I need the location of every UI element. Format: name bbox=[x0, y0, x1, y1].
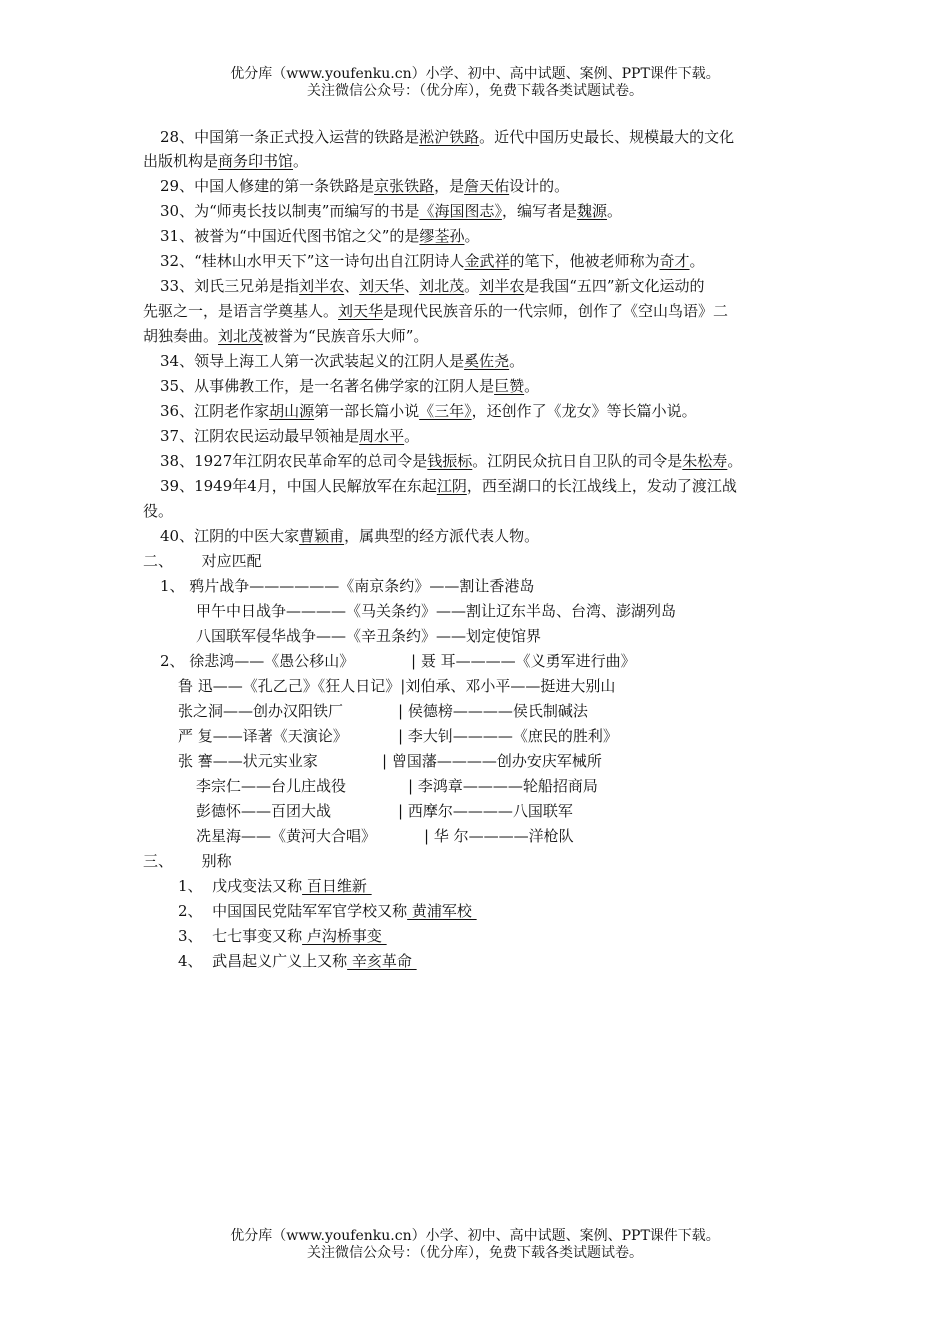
answer-39: 江阴 bbox=[436, 477, 467, 495]
question-33-line-1: 33、刘氏三兄弟是指刘半农、刘天华、刘北茂。刘半农是我国“五四”新文化运动的 bbox=[160, 277, 705, 295]
answer-31: 缪荃孙 bbox=[419, 227, 465, 245]
answer-29a: 京张铁路 bbox=[374, 177, 435, 195]
answer-33b: 刘天华 bbox=[359, 277, 405, 295]
answer-30a: 《海国图志》 bbox=[419, 202, 502, 220]
answer-33e: 刘天华 bbox=[338, 302, 384, 320]
question-33-line-3: 胡独奏曲。刘北茂被誉为“民族音乐大师”。 bbox=[143, 327, 429, 345]
match-2-row-2: 鲁 迅——《孔乙己》《狂人日记》|刘伯承、邓小平——挺进大别山 bbox=[178, 677, 616, 695]
match-2-row-8-left: 冼星海——《黄河大合唱》 bbox=[196, 827, 377, 845]
alias-2: 2、 中国国民党陆军军官学校又称 黄浦军校 bbox=[178, 902, 477, 920]
page-header bbox=[0, 66, 950, 100]
match-2-row-5-left: 张 謇——状元实业家 bbox=[178, 752, 318, 770]
alias-1-answer: 百日维新 bbox=[302, 877, 372, 895]
match-2-row-6-left: 李宗仁——台儿庄战役 bbox=[196, 777, 347, 795]
match-2-row-7-left: 彭德怀——百团大战 bbox=[196, 802, 332, 820]
answer-33d: 刘半农 bbox=[479, 277, 525, 295]
question-33-line-2: 先驱之一，是语言学奠基人。刘天华是现代民族音乐的一代宗师，创作了《空山鸟语》二 bbox=[143, 302, 729, 320]
match-2-row-6-right: | 李鸿章————轮船招商局 bbox=[408, 777, 598, 795]
match-2-row-3-right: | 侯德榜————侯氏制碱法 bbox=[398, 702, 588, 720]
match-1-line-2: 甲午中日战争————《马关条约》——割让辽东半岛、台湾、澎湖列岛 bbox=[196, 602, 677, 620]
question-31: 31、被誉为“中国近代图书馆之父”的是缪荃孙。 bbox=[160, 227, 480, 245]
question-40: 40、江阴的中医大家曹颖甫，属典型的经方派代表人物。 bbox=[160, 527, 540, 545]
question-35: 35、从事佛教工作，是一名著名佛学家的江阴人是巨赞。 bbox=[160, 377, 540, 395]
match-2-row-4-left: 严 复——译著《天演论》 bbox=[178, 727, 348, 745]
answer-32b: 奇才 bbox=[659, 252, 690, 270]
question-39-line-2: 役。 bbox=[143, 502, 174, 520]
alias-4-answer: 辛亥革命 bbox=[347, 952, 417, 970]
alias-2-answer: 黄浦军校 bbox=[407, 902, 477, 920]
section-3-title: 三、 别称 bbox=[143, 852, 232, 870]
answer-30b: 魏源 bbox=[576, 202, 607, 220]
answer-35: 巨赞 bbox=[494, 377, 525, 395]
answer-34: 奚佐尧 bbox=[464, 352, 510, 370]
match-2-row-7-right: | 西摩尔————八国联军 bbox=[398, 802, 573, 820]
question-28-line-1: 28、中国第一条正式投入运营的铁路是淞沪铁路。近代中国历史最长、规模最大的文化 bbox=[160, 128, 735, 146]
question-36: 36、江阴老作家胡山源第一部长篇小说《三年》，还创作了《龙女》等长篇小说。 bbox=[160, 402, 697, 420]
answer-28b: 商务印书馆 bbox=[218, 152, 294, 170]
question-28-line-2: 出版机构是商务印书馆。 bbox=[143, 152, 309, 170]
match-2-row-4-right: | 李大钊————《庶民的胜利》 bbox=[398, 727, 618, 745]
answer-33c: 刘北茂 bbox=[419, 277, 465, 295]
question-32: 32、“桂林山水甲天下”这一诗句出自江阴诗人金武祥的笔下，他被老师称为奇才。 bbox=[160, 252, 705, 270]
match-2-row-5-right: | 曾国藩————创办安庆军械所 bbox=[382, 752, 602, 770]
question-30: 30、为“师夷长技以制夷”而编写的书是《海国图志》，编写者是魏源。 bbox=[160, 202, 622, 220]
answer-36b: 《三年》 bbox=[419, 402, 472, 420]
section-2-title: 二、 对应匹配 bbox=[143, 552, 262, 570]
question-39-line-1: 39、1949年4月，中国人民解放军在东起江阴，西至湖口的长江战线上，发动了渡江战 bbox=[160, 477, 737, 495]
answer-36a: 胡山源 bbox=[269, 402, 315, 420]
header-line-1: 优分库（www.youfenku.cn）小学、初中、高中试题、案例、PPT课件下载。 bbox=[230, 66, 720, 82]
question-34: 34、领导上海工人第一次武装起义的江阴人是奚佐尧。 bbox=[160, 352, 525, 370]
footer-line-1: 优分库（www.youfenku.cn）小学、初中、高中试题、案例、PPT课件下载。 bbox=[230, 1228, 720, 1244]
match-2-row-3-left: 张之洞——创办汉阳铁厂 bbox=[178, 702, 344, 720]
alias-3: 3、 七七事变又称 卢沟桥事变 bbox=[178, 927, 387, 945]
answer-32a: 金武祥 bbox=[464, 252, 510, 270]
match-2-row-1-right: | 聂 耳————《义勇军进行曲》 bbox=[411, 652, 636, 670]
alias-4: 4、 武昌起义广义上又称 辛亥革命 bbox=[178, 952, 417, 970]
match-2-row-8-right: | 华 尔————洋枪队 bbox=[424, 827, 574, 845]
answer-28a: 淞沪铁路 bbox=[419, 128, 480, 146]
answer-40: 曹颖甫 bbox=[299, 527, 345, 545]
page-footer bbox=[0, 1228, 950, 1262]
answer-38b: 朱松寿 bbox=[682, 452, 728, 470]
match-2-row-1-left: 2、 徐悲鸿——《愚公移山》 bbox=[160, 652, 355, 670]
alias-1: 1、 戊戌变法又称 百日维新 bbox=[178, 877, 372, 895]
answer-37: 周水平 bbox=[359, 427, 405, 445]
answer-38a: 钱振标 bbox=[427, 452, 473, 470]
question-38: 38、1927年江阴农民革命军的总司令是钱振标。江阴民众抗日自卫队的司令是朱松寿。 bbox=[160, 452, 743, 470]
question-29: 29、中国人修建的第一条铁路是京张铁路，是詹天佑设计的。 bbox=[160, 177, 570, 195]
footer-line-2: 关注微信公众号：（优分库），免费下载各类试题试卷。 bbox=[307, 1245, 643, 1261]
answer-33a: 刘半农 bbox=[299, 277, 345, 295]
alias-3-answer: 卢沟桥事变 bbox=[302, 927, 387, 945]
answer-33f: 刘北茂 bbox=[218, 327, 264, 345]
match-1-line-3: 八国联军侵华战争——《辛丑条约》——划定使馆界 bbox=[196, 627, 542, 645]
header-line-2: 关注微信公众号：（优分库），免费下载各类试题试卷。 bbox=[307, 83, 643, 99]
question-37: 37、江阴农民运动最早领袖是周水平。 bbox=[160, 427, 420, 445]
match-1-line-1: 1、 鸦片战争——————《南京条约》——割让香港岛 bbox=[160, 577, 535, 595]
answer-29b: 詹天佑 bbox=[464, 177, 510, 195]
